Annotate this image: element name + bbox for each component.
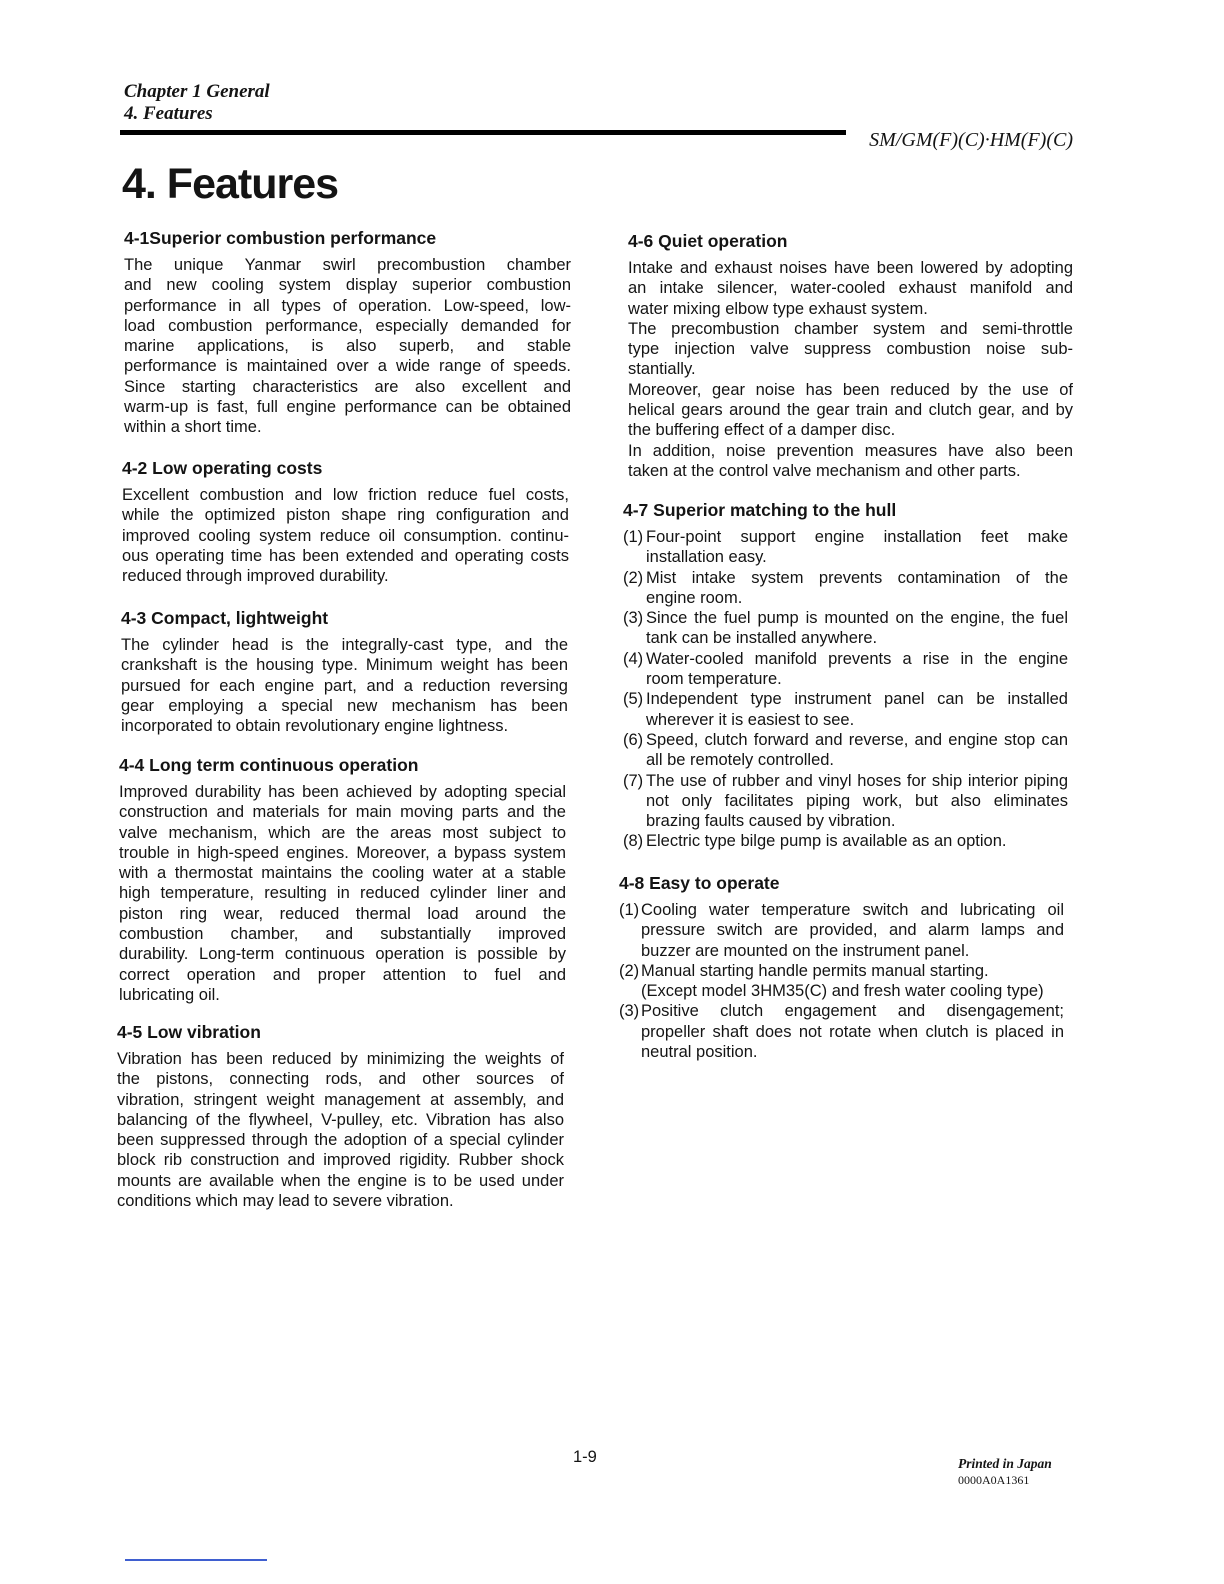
section-heading: 4-7 Superior matching to the hull	[623, 500, 897, 520]
section-4-2	[122, 457, 569, 586]
list-item	[623, 831, 1068, 851]
list-item-line	[623, 750, 1068, 770]
list-item-text: pressure switch are provided, and alarm lamps and	[641, 921, 1064, 940]
list-item-text: Since the fuel pump is mounted on the engine, the fuel	[646, 609, 1068, 628]
text-line: high temperature, resulting in reduced cylinder liner and	[119, 884, 566, 903]
text-line: and new cooling system display superior combustion	[124, 276, 571, 295]
header-rule	[120, 130, 846, 135]
list-item-line	[623, 689, 1068, 709]
list-item-text: (Except model 3HM35(C) and fresh water cooling type)	[641, 982, 1044, 1001]
section-body	[623, 527, 1068, 852]
list-item-label: (3)	[623, 609, 644, 628]
list-item-line	[623, 831, 1068, 851]
model-designation: SM/GM(F)(C)·HM(F)(C)	[869, 129, 1073, 151]
text-line: performance in all types of operation. Low-speed, low-	[124, 296, 571, 315]
list-item-text: Water-cooled manifold prevents a rise in the engine	[646, 649, 1068, 668]
section-heading: 4-8 Easy to operate	[619, 873, 780, 893]
list-item-label: (2)	[623, 568, 644, 587]
list-item	[623, 568, 1068, 609]
list-item-label: (1)	[619, 901, 640, 919]
text-line: correct operation and proper attention to fuel and	[119, 965, 566, 984]
list-item-text: Mist intake system prevents contamination of the	[646, 568, 1068, 587]
paragraph	[122, 485, 569, 586]
list-item-label: (1)	[623, 528, 644, 546]
text-line: Intake and exhaust noises have been lowered by adopting	[628, 259, 1073, 277]
list-item	[623, 771, 1068, 832]
list-item-text: tank can be installed anywhere.	[646, 629, 878, 648]
list-item-line	[619, 900, 1064, 920]
list-item-line	[623, 527, 1068, 547]
section-4-6	[628, 230, 1073, 481]
list-item-line	[623, 608, 1068, 628]
text-line: the pistons, connecting rods, and other sources of	[117, 1070, 564, 1089]
text-line: gear employing a special new mechanism has been	[121, 696, 568, 715]
list-item-line	[623, 649, 1068, 669]
text-line: balancing of the flywheel, V-pulley, etc. Vibration has also	[117, 1110, 564, 1129]
list-item-line	[619, 1022, 1064, 1042]
paragraph	[119, 782, 566, 1005]
section-heading: 4-6 Quiet operation	[628, 231, 788, 251]
section-4-8	[619, 872, 1064, 1062]
list-item-line	[619, 1001, 1064, 1021]
list-item-text: brazing faults caused by vibration.	[646, 812, 896, 831]
section-body	[121, 635, 568, 736]
list-item-text: neutral position.	[641, 1043, 758, 1062]
text-line: Improved durability has been achieved by adopting special	[119, 783, 566, 801]
list-item-line	[623, 568, 1068, 588]
text-line: Vibration has been reduced by minimizing the weights of	[117, 1050, 564, 1068]
section-heading: 4-1Superior combustion performance	[124, 228, 437, 248]
text-line: combustion chamber, and substantially improved	[119, 925, 566, 944]
list-item-text: room temperature.	[646, 670, 782, 689]
section-heading: 4-3 Compact, lightweight	[121, 608, 329, 628]
list-item-line	[619, 920, 1064, 940]
page-number: 1-9	[573, 1448, 597, 1466]
list-item-line	[623, 547, 1068, 567]
list-item-line	[623, 771, 1068, 791]
text-line: valve mechanism, which are the areas most subject to	[119, 823, 566, 842]
text-line: The cylinder head is the integrally-cast type, and the	[121, 636, 568, 654]
section-body	[119, 782, 566, 1005]
list-item	[623, 689, 1068, 730]
list-item-text: wherever it is easiest to see.	[646, 710, 855, 729]
document-code: 0000A0A1361	[958, 1473, 1030, 1487]
paragraph	[117, 1049, 564, 1211]
text-line: crankshaft is the housing type. Minimum weight has been	[121, 656, 568, 675]
list-item-line	[623, 710, 1068, 730]
list-item-line	[623, 811, 1068, 831]
list-item-text: not only facilitates piping work, but also eliminates	[646, 791, 1068, 810]
text-line: helical gears around the gear train and clutch gear, and by	[628, 401, 1073, 420]
text-line: construction and materials for main moving parts and the	[119, 803, 566, 822]
text-line: pursued for each engine part, and a reduction reversing	[121, 676, 568, 695]
blue-underline-mark	[125, 1559, 267, 1561]
text-line: water mixing elbow type exhaust system.	[628, 299, 928, 318]
text-line: trouble in high-speed engines. Moreover, a bypass system	[119, 843, 566, 862]
paragraph	[628, 319, 1073, 380]
list-item-text: all be remotely controlled.	[646, 751, 835, 770]
section-body	[619, 900, 1064, 1062]
list-item-text: engine room.	[646, 588, 743, 607]
list-item-text: The use of rubber and vinyl hoses for ship interior piping	[646, 771, 1068, 790]
text-line: The precombustion chamber system and semi-throttle	[628, 319, 1073, 338]
list-item-text: Electric type bilge pump is available as an option.	[646, 832, 1007, 851]
text-line: stantially.	[628, 360, 696, 379]
section-4-3	[121, 607, 568, 736]
text-line: an intake silencer, water-cooled exhaust manifold and	[628, 279, 1073, 298]
list-item-label: (3)	[619, 1002, 640, 1021]
text-line: warm-up is fast, full engine performance can be obtained	[124, 398, 571, 417]
text-line: while the optimized piston shape ring configuration and	[122, 506, 569, 525]
list-item-text: propeller shaft does not rotate when clutch is placed in	[641, 1022, 1064, 1041]
list-item-line	[623, 669, 1068, 689]
running-header-section: 4. Features	[124, 103, 213, 124]
text-line: improved cooling system reduce oil consumption. continu-	[122, 526, 569, 545]
list-item-line	[623, 588, 1068, 608]
text-line: load combustion performance, especially demanded for	[124, 316, 571, 335]
list-item-text: Independent type instrument panel can be installed	[646, 690, 1068, 709]
section-body	[124, 255, 571, 438]
list-item-label: (4)	[623, 649, 644, 668]
list-item	[623, 730, 1068, 771]
text-line: marine applications, is also superb, and stable	[124, 337, 571, 356]
list-item	[619, 900, 1064, 961]
text-line: The unique Yanmar swirl precombustion chamber	[124, 256, 571, 274]
list-item-text: installation easy.	[646, 548, 767, 567]
list-item-line	[623, 791, 1068, 811]
list-item-text: buzzer are mounted on the instrument panel.	[641, 941, 970, 960]
list-item-label: (5)	[623, 690, 644, 709]
text-line: Excellent combustion and low friction reduce fuel costs,	[122, 486, 569, 504]
list-item-text: Positive clutch engagement and disengagement;	[641, 1002, 1064, 1021]
section-4-5	[117, 1021, 564, 1211]
list-item	[623, 649, 1068, 690]
list-item-text: Four-point support engine installation feet make	[646, 528, 1068, 546]
list-item-line	[623, 628, 1068, 648]
text-line: reduced through improved durability.	[122, 567, 389, 586]
list-item	[623, 527, 1068, 568]
text-line: Since starting characteristics are also excellent and	[124, 377, 571, 396]
text-line: lubricating oil.	[119, 985, 220, 1004]
text-line: the buffering effect of a damper disc.	[628, 421, 896, 440]
list-item-label: (6)	[623, 730, 644, 749]
text-line: piston ring wear, reduced thermal load around the	[119, 904, 566, 923]
list-item-text: Cooling water temperature switch and lubricating oil	[641, 901, 1064, 919]
list-item	[619, 1001, 1064, 1062]
list-item	[619, 961, 1064, 1002]
running-header-chapter: Chapter 1 General	[124, 81, 270, 102]
text-line: incorporated to obtain revolutionary engine lightness.	[121, 717, 509, 736]
section-body	[117, 1049, 564, 1211]
list-item-line	[619, 941, 1064, 961]
paragraph	[628, 441, 1073, 482]
text-line: conditions which may lead to severe vibration.	[117, 1192, 454, 1211]
list-item-text: Speed, clutch forward and reverse, and engine stop can	[646, 730, 1068, 749]
printed-in-note: Printed in Japan	[958, 1456, 1052, 1471]
text-line: ous operating time has been extended and operating costs	[122, 546, 569, 565]
text-line: with a thermostat maintains the cooling water at a stable	[119, 864, 566, 883]
text-line: been suppressed through the adoption of a special cylinder	[117, 1131, 564, 1150]
text-line: durability. Long-term continuous operation is possible by	[119, 945, 566, 964]
list-item-line	[623, 730, 1068, 750]
page-title: 4. Features	[122, 160, 339, 208]
text-line: performance is maintained over a wide range of speeds.	[124, 357, 571, 376]
section-heading: 4-5 Low vibration	[117, 1022, 261, 1042]
section-heading: 4-4 Long term continuous operation	[119, 755, 419, 775]
paragraph	[124, 255, 571, 438]
section-4-4	[119, 754, 566, 1005]
list-item-label: (2)	[619, 961, 640, 980]
paragraph	[121, 635, 568, 736]
list-item-label: (8)	[623, 832, 644, 851]
list-item-text: Manual starting handle permits manual starting.	[641, 961, 989, 980]
text-line: type injection valve suppress combustion noise sub-	[628, 340, 1073, 359]
text-line: vibration, stringent weight management at assembly, and	[117, 1090, 564, 1109]
section-4-7	[623, 499, 1068, 852]
text-line: within a short time.	[124, 418, 262, 437]
text-line: taken at the control valve mechanism and other parts.	[628, 461, 1021, 480]
section-heading: 4-2 Low operating costs	[122, 458, 323, 478]
list-item-line	[619, 981, 1064, 1001]
text-line: Moreover, gear noise has been reduced by the use of	[628, 380, 1073, 399]
section-4-1	[124, 227, 571, 438]
list-item-label: (7)	[623, 771, 644, 790]
text-line: In addition, noise prevention measures have also been	[628, 441, 1073, 460]
paragraph	[628, 258, 1073, 319]
text-line: block rib construction and improved rigidity. Rubber shock	[117, 1151, 564, 1170]
list-item-line	[619, 961, 1064, 981]
list-item-line	[619, 1042, 1064, 1062]
list-item	[623, 608, 1068, 649]
section-body	[628, 258, 1073, 481]
section-body	[122, 485, 569, 586]
text-line: mounts are available when the engine is to be used under	[117, 1171, 564, 1190]
paragraph	[628, 380, 1073, 441]
